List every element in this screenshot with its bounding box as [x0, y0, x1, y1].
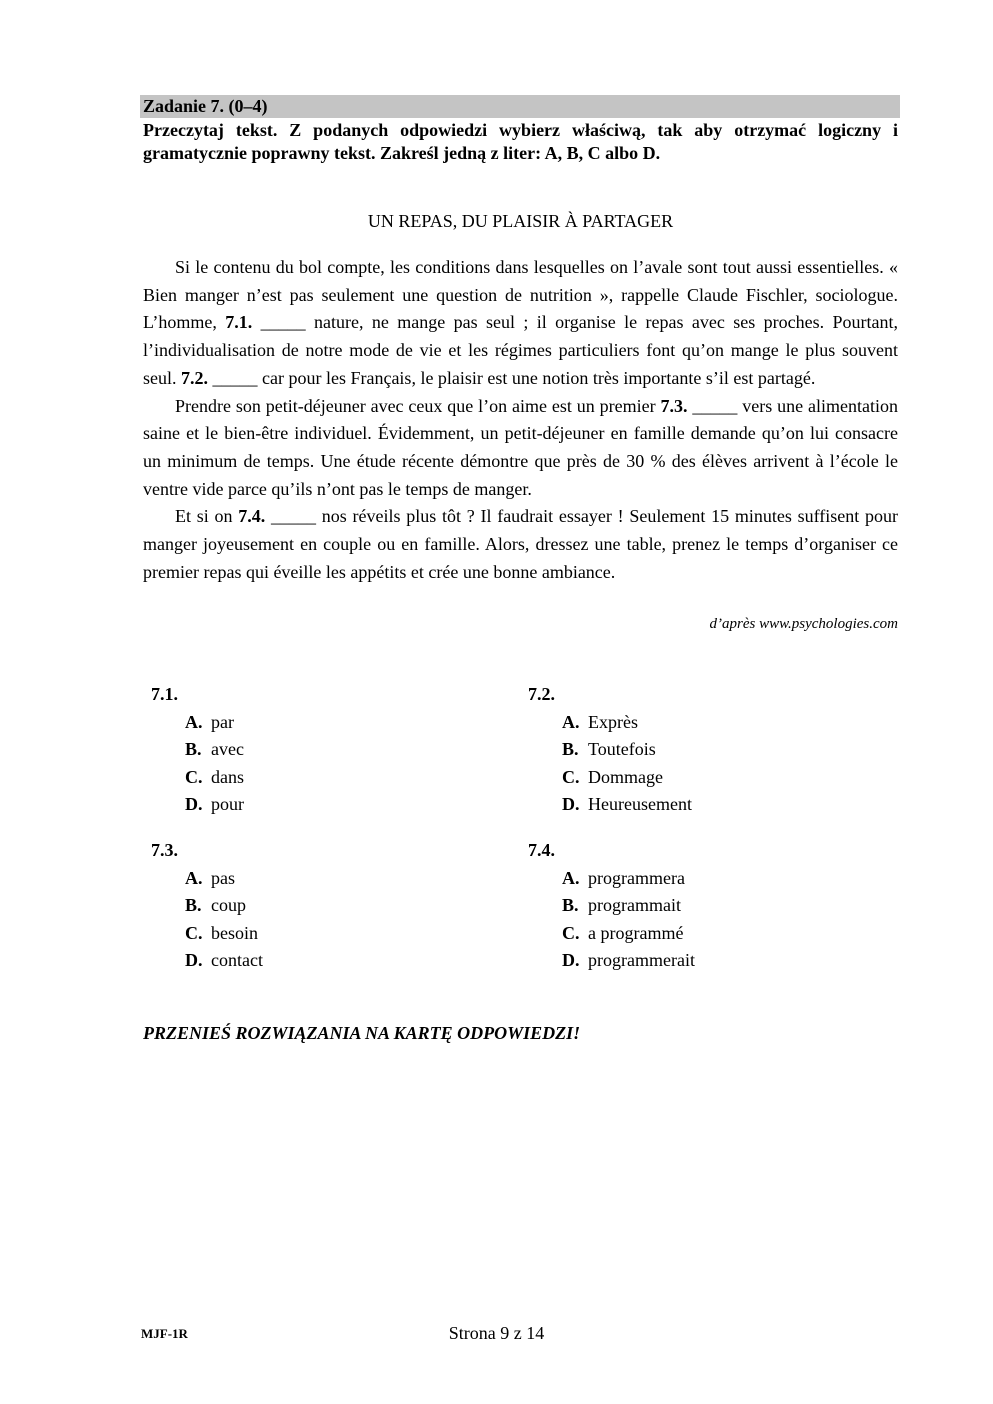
article-paragraph-3: Et si on 7.4. _____ nos réveils plus tôt ? Il faudrait essayer ! Seulement 15 minutes suffisent pour manger joyeusement en couple ou en famille. Alors, dressez une table, prenez le temps d’organiser ce premier repas qui éveille les appétits et crée une bonne ambiance. [143, 506, 898, 582]
option[interactable]: D. programmerait [562, 950, 695, 970]
option[interactable]: A. programmera [562, 867, 685, 888]
option[interactable]: A. pas [185, 867, 235, 888]
option[interactable]: C. a programmé [562, 922, 684, 943]
task-header: Zadanie 7. (0–4) [140, 95, 900, 118]
option[interactable]: A. par [185, 711, 234, 732]
option[interactable]: D. contact [185, 950, 263, 970]
option[interactable]: B. programmait [562, 895, 681, 915]
option[interactable]: A. Exprès [562, 711, 638, 732]
article-source: d’après www.psychologies.com [709, 616, 898, 632]
option[interactable]: C. besoin [185, 922, 258, 943]
option[interactable]: D. Heureusement [562, 794, 692, 814]
question-7-1: 7.1. A. par B. avec C. dans D. pour [151, 681, 244, 819]
gap-7-3: 7.3. [660, 395, 688, 416]
option[interactable]: B. avec [185, 739, 244, 759]
option[interactable]: B. coup [185, 895, 246, 915]
task-instruction: Przeczytaj tekst. Z podanych odpowiedzi wybierz właściwą, tak aby otrzymać logiczny i gramatycznie poprawny tekst. Zakreśl jedną z liter: A, B, C albo D. [143, 120, 898, 163]
option[interactable]: B. Toutefois [562, 739, 656, 759]
page-number: Strona 9 z 14 [448, 1323, 545, 1343]
gap-7-1: 7.1. [225, 312, 253, 333]
article-paragraph-2: Prendre son petit-déjeuner avec ceux que l’on aime est un premier 7.3. _____ vers une alimentation saine et le bien-être individuel. Évidemment, un petit-déjeuner en famille demande qu’on lui consacre un minimum de temps. Une étude récente démontre que près de 30 % des élèves arrivent à l’école le ventre vide parce qu’ils n’ont pas le temps de manger. [143, 395, 899, 499]
article-title: UN REPAS, DU PLAISIR À PARTAGER [367, 211, 674, 231]
article-paragraph-1: Si le contenu du bol compte, les conditions dans lesquelles on l’avale sont tout aussi essentielles. « Bien manger n’est pas seulement une question de nutrition », rappelle Claude Fischler, sociologue. L’homme, 7.1. _____ nature, ne mange pas seul ; il organise le repas avec ses proches. Pourtant, l’individualisation de notre mode de vie et les régimes particuliers font qu’on mange le plus souvent seul. 7.2. _____ car pour les Français, le plaisir est une notion très importante s’il est partagé. [143, 257, 899, 388]
question-7-2: 7.2. A. Exprès B. Toutefois C. Dommage D. Heureusement [528, 681, 692, 819]
question-7-4: 7.4. A. programmera B. programmait C. a programmé D. programmerait [528, 837, 695, 975]
gap-7-4: 7.4. [238, 506, 266, 527]
option[interactable]: D. pour [185, 794, 244, 814]
question-7-3: 7.3. A. pas B. coup C. besoin D. contact [151, 837, 263, 975]
transfer-answers-note: PRZENIEŚ ROZWIĄZANIA NA KARTĘ ODPOWIEDZI! [143, 1023, 581, 1043]
option[interactable]: C. dans [185, 766, 244, 787]
article-text [143, 254, 898, 586]
gap-7-2: 7.2. [181, 367, 208, 388]
exam-code: MJF-1R [141, 1326, 188, 1341]
option[interactable]: C. Dommage [562, 766, 663, 787]
